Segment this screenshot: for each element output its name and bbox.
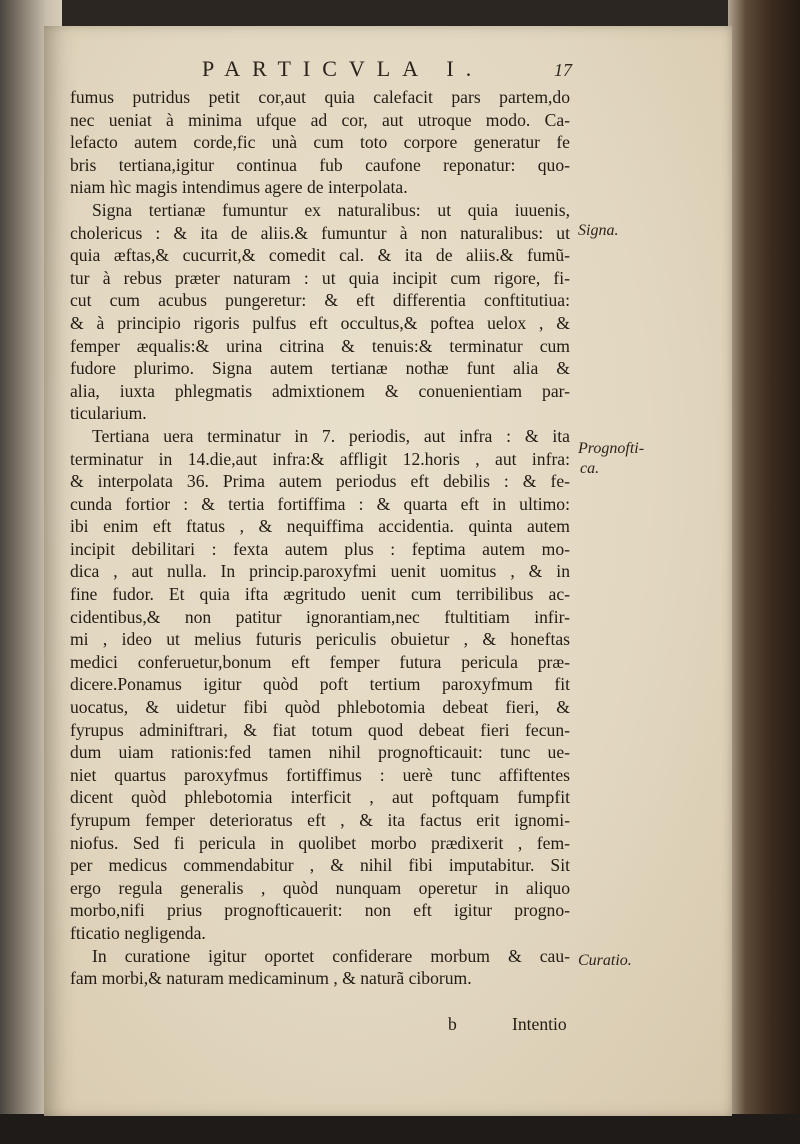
text-line: mi , ideo ut melius futuris periculis obuietur , & honeftas	[70, 629, 570, 650]
text-line: Signa tertianæ fumuntur ex naturalibus: ut quia iuuenis,	[92, 199, 570, 220]
text-line: fine fudor. Et quia ifta ægritudo uenit cum terribilibus ac-	[70, 584, 570, 605]
book-page	[44, 26, 732, 1116]
text-line: medici conferuetur,bonum eft femper futura pericula præ-	[70, 651, 570, 672]
page-number: 17	[554, 60, 572, 80]
text-line: incipit debilitari : fexta autem plus : feptima autem mo-	[70, 538, 570, 559]
text-line: niam hìc magis intendimus agere de interpolata.	[70, 177, 408, 198]
marginal-note-curatio: Curatio.	[578, 952, 632, 969]
text-line: lefacto autem corde,fic unà cum toto corpore generatur fe	[70, 132, 570, 153]
text-line: fyrupus adminiftrari, & fiat totum quod debeat fieri fecun-	[70, 719, 570, 740]
marginal-note-prognostica-2: ca.	[580, 460, 600, 477]
text-line: ergo regula generalis , quòd nunquam operetur in aliquo	[70, 877, 570, 898]
catchword: Intentio	[512, 1014, 567, 1034]
text-line: fudore plurimo. Signa autem tertianæ nothæ funt alia &	[70, 358, 570, 379]
text-line: In curatione igitur oportet confiderare morbum & cau-	[92, 945, 570, 966]
body-text	[70, 86, 570, 990]
marginal-note-signa: Signa.	[578, 222, 619, 239]
page-bottom-shadow	[0, 1114, 800, 1144]
text-line: dica , aut nulla. In princip.paroxyfmi uenit uomitus , & in	[70, 561, 570, 582]
text-line: dum uiam rationis:fed tamen nihil prognofticauit: tunc ue-	[70, 742, 570, 763]
running-head: PARTICVLA I.	[202, 56, 484, 81]
text-line: femper æqualis:& urina citrina & tenuis:& terminatur cum	[70, 335, 570, 356]
text-line: fumus putridus petit cor,aut quia calefacit pars partem,do	[70, 87, 570, 107]
text-line: alia, iuxta phlegmatis admixtionem & conuenientiam par-	[70, 380, 570, 401]
text-line: ticularium.	[70, 403, 147, 424]
text-line: fyrupum femper deterioratus eft , & ita factus erit ignomi-	[70, 810, 570, 830]
text-line: & interpolata 36. Prima autem periodus eft debilis : & fe-	[70, 471, 570, 492]
text-line: uocatus, & uidetur fibi quòd phlebotomia debeat fieri, &	[70, 697, 570, 718]
text-line: bris tertiana,igitur continua fub caufone reponatur: quo-	[70, 154, 570, 175]
text-line: ibi enim eft ftatus , & nequiffima accidentia. quinta autem	[70, 516, 570, 537]
text-line: niofus. Sed fi pericula in quolibet morbo prædixerit , fem-	[70, 832, 570, 853]
text-line: cut cum acubus pungeretur: & eft differentia conftitutiua:	[70, 290, 570, 311]
text-line: dicere.Ponamus igitur quòd poft tertium paroxyfmum fit	[70, 674, 570, 695]
text-line: nec ueniat à minima ufque ad cor, aut utroque modo. Ca-	[70, 109, 570, 130]
text-line: fticatio negligenda.	[70, 922, 206, 943]
text-line: morbo,nifi prius prognofticauerit: non eft igitur progno-	[70, 900, 570, 921]
text-line: fam morbi,& naturam medicaminum , & naturã ciborum.	[70, 968, 472, 989]
marginal-note-prognostica-1: Prognofti-	[578, 440, 645, 457]
text-line: cholericus : & ita de aliis.& fumuntur à non naturalibus: ut	[70, 222, 570, 243]
signature-mark: b	[448, 1014, 457, 1034]
text-line: Tertiana uera terminatur in 7. periodis, aut infra : & ita	[92, 425, 570, 446]
text-line: cunda fortior : & tertia fortiffima : & quarta eft in ultimo:	[70, 493, 570, 514]
text-line: niet quartus paroxyfmus fortiffimus : uerè tunc affiftentes	[70, 764, 570, 785]
book-right-edge	[728, 0, 800, 1144]
page-footer	[44, 1014, 732, 1038]
text-line: tur à rebus præter naturam : ut quia incipit cum rigore, fi-	[70, 267, 570, 288]
text-line: dicent quòd phlebotomia interficit , aut poftquam fumpfit	[70, 787, 570, 808]
text-line: & à principio rigoris pulfus eft occultus,& poftea uelox , &	[70, 312, 570, 333]
text-line: per medicus commendabitur , & nihil fibi imputabitur. Sit	[70, 855, 570, 876]
text-line: quia æftas,& cucurrit,& comedit cal. & ita de aliis.& fumũ-	[70, 245, 570, 266]
text-line: terminatur in 14.die,aut infra:& affligit 12.horis , aut infra:	[70, 448, 570, 469]
text-line: cidentibus,& non patitur ignorantiam,nec ftultitiam infir-	[70, 606, 570, 627]
